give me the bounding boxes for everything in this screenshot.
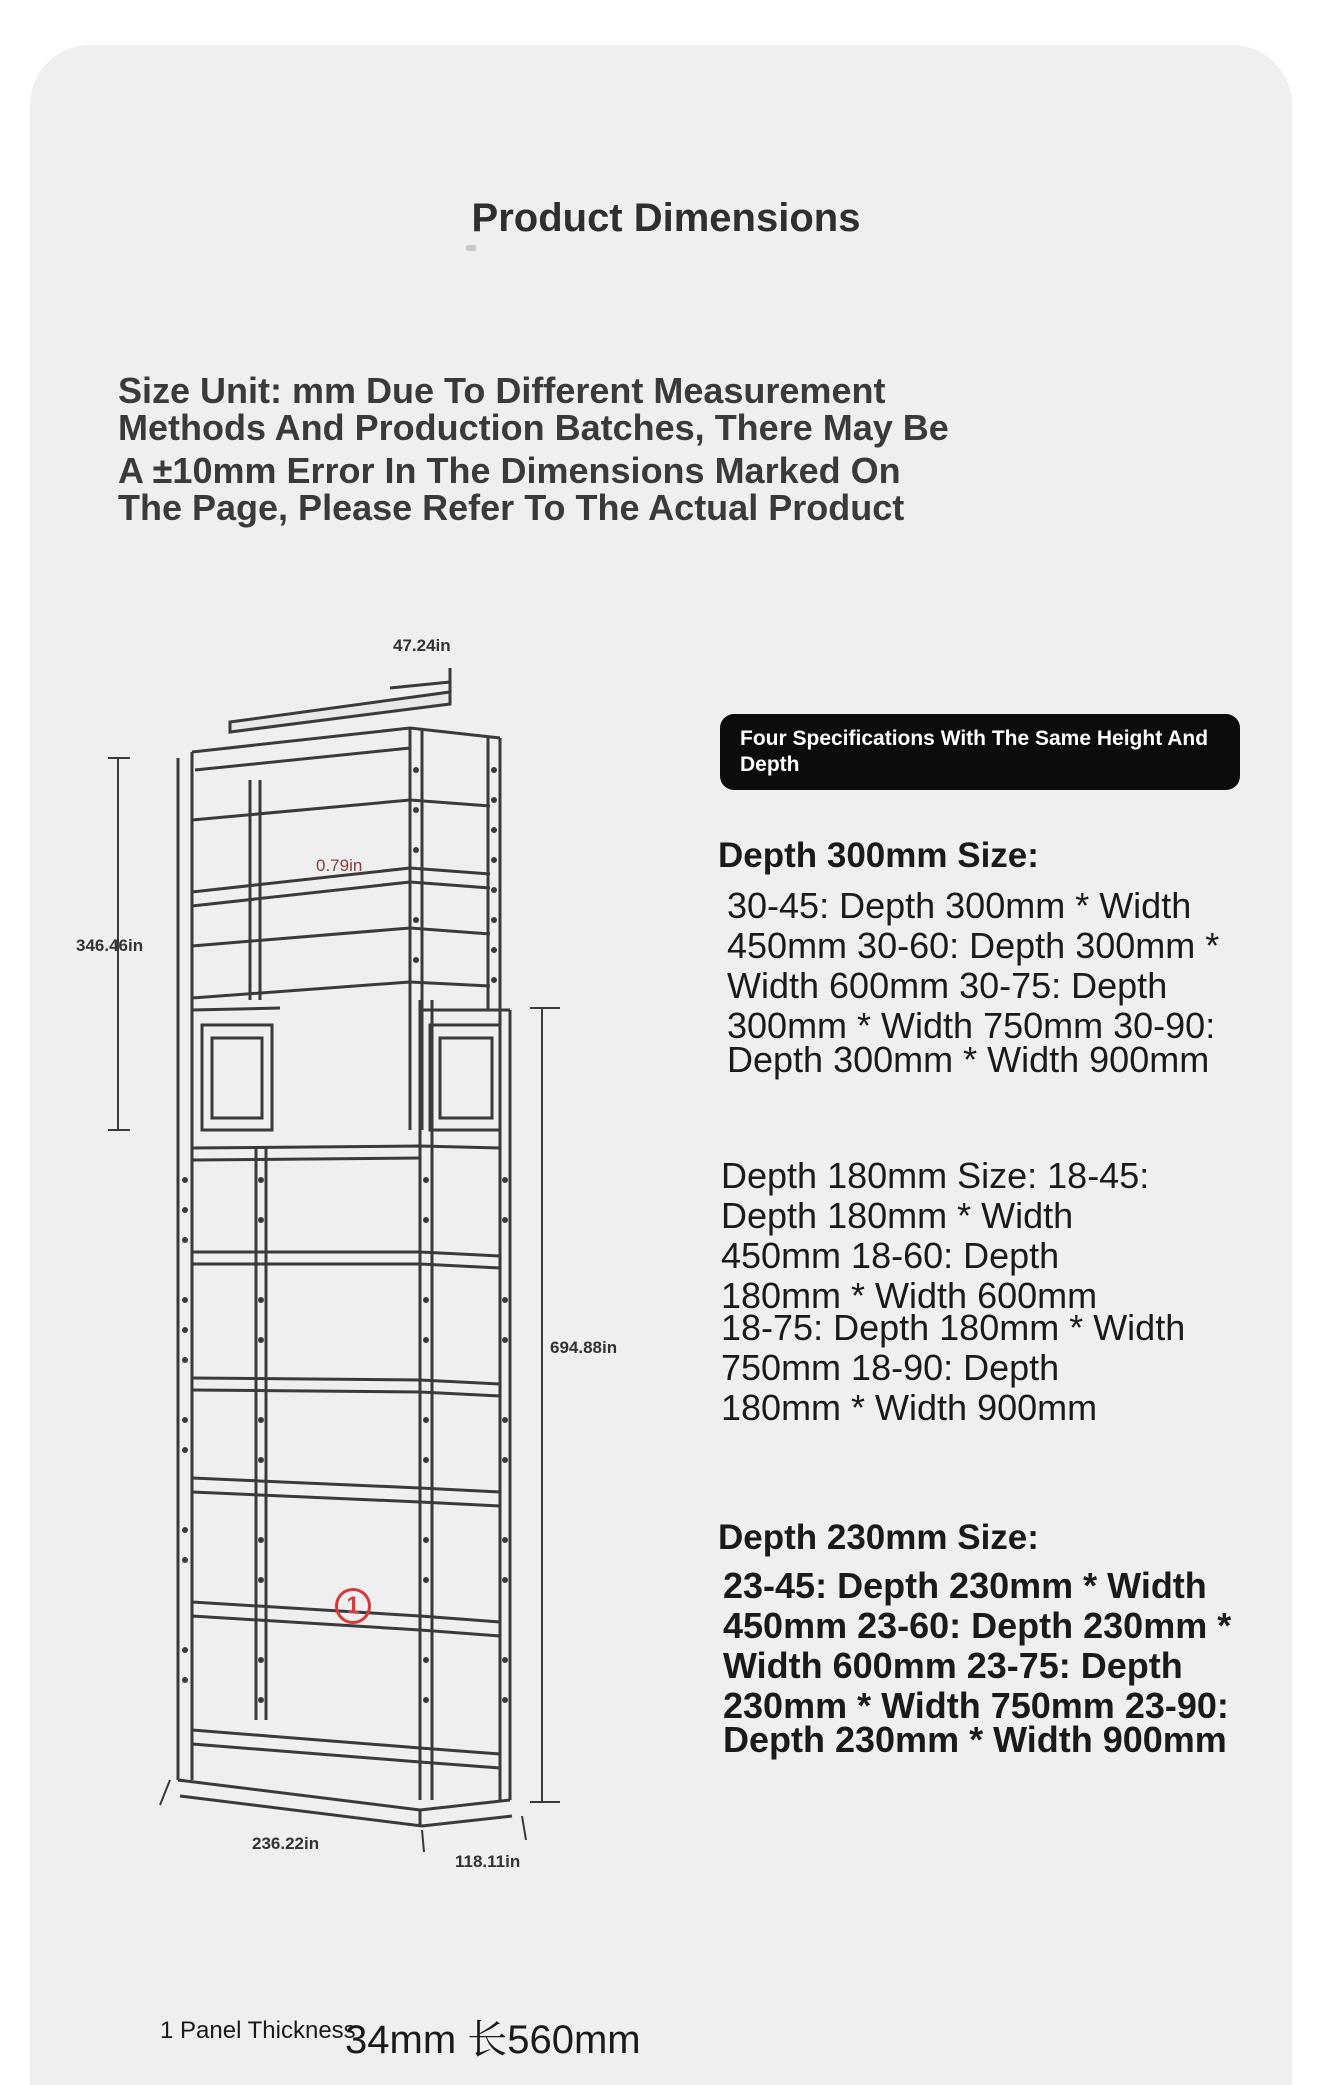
base-depth-label: 118.11in (455, 1852, 521, 1871)
spec-line: 450mm 30-60: Depth 300mm * (727, 925, 1220, 966)
spec-d230-body (723, 1566, 1231, 1760)
spec-line: Depth 230mm * Width 900mm (723, 1719, 1227, 1760)
spec-line: 750mm 18-90: Depth (721, 1347, 1060, 1388)
spec-line: 230mm * Width 750mm 23-90: (723, 1685, 1229, 1726)
shelf-drawing (60, 620, 660, 1880)
title-decoration (466, 245, 476, 251)
spec-line: Depth 180mm * Width (721, 1195, 1074, 1236)
base-width-label: 236.22in (252, 1834, 320, 1853)
spec-line: Depth 180mm Size: 18-45: (721, 1155, 1150, 1196)
spec-line: 18-75: Depth 180mm * Width (721, 1307, 1186, 1348)
top-width-label: 47.24in (393, 636, 451, 655)
size-notice (118, 372, 1018, 526)
spec-line: 450mm 18-60: Depth (721, 1235, 1060, 1276)
spec-d300-body (727, 886, 1219, 1080)
lower-height-label: 694.88in (550, 1338, 618, 1357)
spec-line: 450mm 23-60: Depth 230mm * (723, 1605, 1232, 1646)
spec-line: Width 600mm 30-75: Depth (727, 965, 1168, 1006)
spec-d230-title: Depth 230mm Size: (718, 1518, 1039, 1557)
part-marker: 1 (335, 1588, 371, 1624)
spec-line: 30-45: Depth 300mm * Width (727, 885, 1192, 926)
panel-size-text: 34mm 长560mm (345, 2018, 641, 2062)
spec-badge: Four Specifications With The Same Height And Depth (720, 714, 1240, 790)
panel-thickness-label: 1 Panel Thickness (160, 2017, 356, 2044)
spec-line: Depth 300mm * Width 900mm (727, 1039, 1210, 1080)
notice-line: A ±10mm Error In The Dimensions Marked On (118, 450, 901, 491)
spec-line: 180mm * Width 600mm (721, 1275, 1098, 1316)
spec-line: 300mm * Width 750mm 30-90: (727, 1005, 1216, 1046)
spec-line: 180mm * Width 900mm (721, 1387, 1098, 1428)
notice-line: Methods And Production Batches, There May Be (118, 407, 949, 448)
page-title: Product Dimensions (471, 196, 861, 240)
upper-height-label: 346.46in (76, 936, 144, 955)
spec-d180-body (721, 1156, 1185, 1428)
notice-line: The Page, Please Refer To The Actual Product (118, 487, 905, 528)
shelf-gap-label: 0.79in (316, 856, 363, 875)
notice-line: Size Unit: mm Due To Different Measurement (118, 370, 886, 411)
spec-line: Width 600mm 23-75: Depth (723, 1645, 1183, 1686)
spec-d300-title: Depth 300mm Size: (718, 836, 1039, 875)
spec-line: 23-45: Depth 230mm * Width (723, 1565, 1207, 1606)
